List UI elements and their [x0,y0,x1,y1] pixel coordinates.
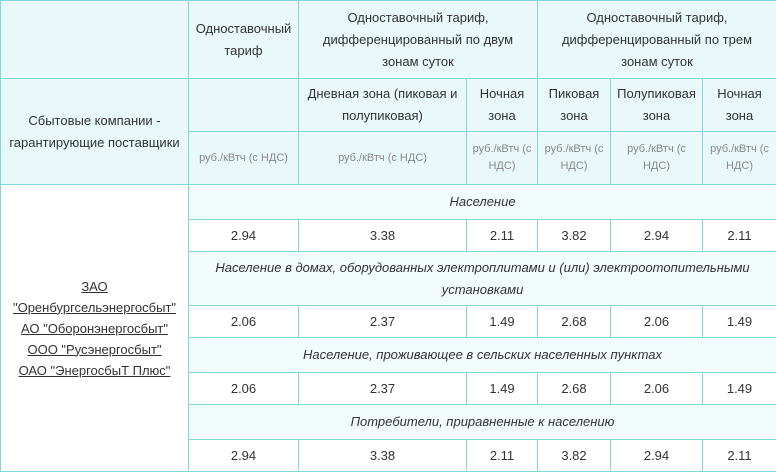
company-link[interactable]: ООО "Русэнергосбыт" [5,339,184,360]
header-night-zone: Ночная зона [467,79,538,132]
tariff-value-cell: 3.38 [299,440,467,472]
header-single-rate: Одноставочный тариф [189,1,299,79]
header-empty-cell [1,1,189,79]
category-label: Население в домах, оборудованных электроплитами и (или) электроотопительными установками [189,252,776,306]
tariff-value-cell: 2.06 [611,306,703,338]
tariff-value-cell: 3.38 [299,220,467,252]
header-night-zone-3: Ночная зона [703,79,776,132]
header-two-zone: Одноставочный тариф, дифференцированный по двум зонам суток [299,1,538,79]
tariff-value-cell: 2.94 [189,440,299,472]
tariff-value-cell: 2.11 [703,440,776,472]
tariff-value-cell: 1.49 [703,306,776,338]
tariff-value-cell: 3.82 [538,440,611,472]
tariff-value-cell: 2.94 [189,220,299,252]
category-label: Население [189,185,776,220]
tariff-value-cell: 2.06 [611,373,703,405]
header-peak-zone: Пиковая зона [538,79,611,132]
header-day-zone: Дневная зона (пиковая и полупиковая) [299,79,467,132]
tariff-value-cell: 1.49 [467,306,538,338]
header-single-sub-empty [189,79,299,132]
tariff-value-cell: 2.68 [538,373,611,405]
tariff-value-cell: 2.94 [611,220,703,252]
category-label: Население, проживающее в сельских населенных пунктах [189,338,776,373]
unit-label: руб./кВтч (с НДС) [611,132,703,185]
tariff-value-cell: 2.68 [538,306,611,338]
tariff-value-cell: 2.11 [703,220,776,252]
header-three-zone: Одноставочный тариф, дифференцированный по трем зонам суток [538,1,776,79]
category-row [1,185,776,220]
tariff-value-cell: 3.82 [538,220,611,252]
company-link[interactable]: ОАО "ЭнергосбыТ Плюс" [5,360,184,381]
tariff-value-cell: 2.37 [299,306,467,338]
unit-label: руб./кВтч (с НДС) [299,132,467,185]
company-link[interactable]: АО "Оборонэнергосбыт" [5,318,184,339]
unit-label: руб./кВтч (с НДС) [538,132,611,185]
tariff-value-cell: 2.94 [611,440,703,472]
tariff-value-cell: 2.11 [467,440,538,472]
unit-label: руб./кВтч (с НДС) [189,132,299,185]
category-label: Потребители, приравненные к населению [189,405,776,440]
supplier-companies-cell [1,185,189,472]
header-suppliers: Сбытовые компании - гарантирующие поставщики [1,79,189,185]
tariff-value-cell: 2.06 [189,306,299,338]
tariff-value-cell: 2.11 [467,220,538,252]
company-link[interactable]: ЗАО "Оренбургсельэнергосбыт" [5,276,184,318]
tariff-value-cell: 1.49 [703,373,776,405]
header-half-peak-zone: Полупиковая зона [611,79,703,132]
header-row-1 [1,1,776,79]
tariff-value-cell: 1.49 [467,373,538,405]
header-row-2 [1,79,776,132]
tariff-value-cell: 2.06 [189,373,299,405]
unit-label: руб./кВтч (с НДС) [703,132,776,185]
unit-label: руб./кВтч (с НДС) [467,132,538,185]
tariff-value-cell: 2.37 [299,373,467,405]
